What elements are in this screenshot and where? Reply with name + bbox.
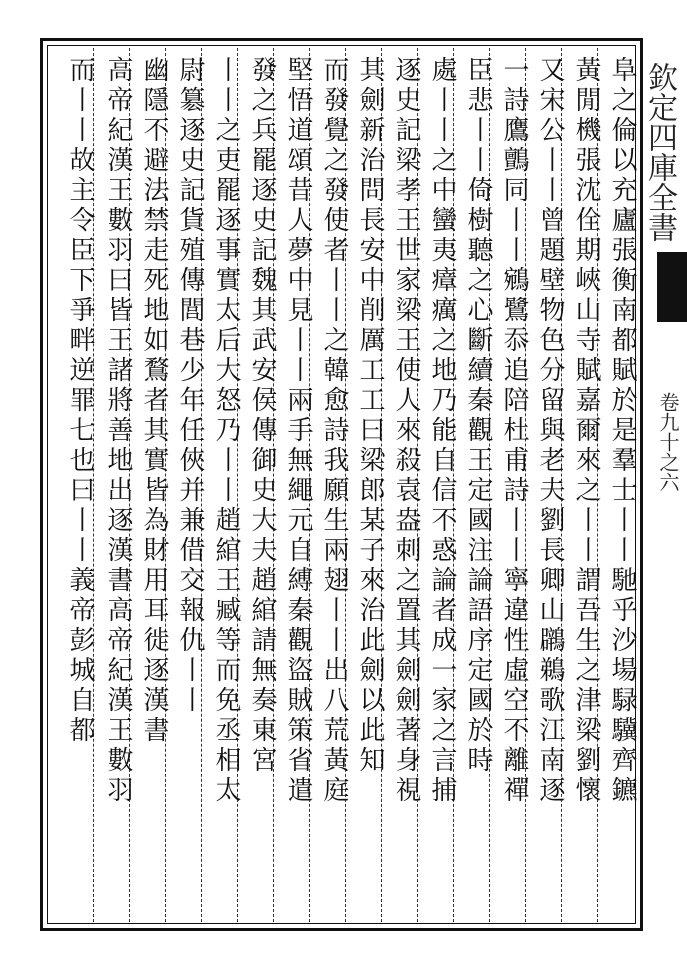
text-column: 逐史記梁孝王世家梁王使人來殺袁盎刺之置其劍劍著身視 — [391, 56, 421, 806]
text-column: 丨丨之吏罷逐事實太后大怒乃丨丨趙綰王臧等而免丞相太 — [211, 56, 241, 806]
text-column: 阜之倫以充廬張衡南都賦於是羣士丨丨馳乎沙場騄驥齊鑣 — [607, 56, 637, 806]
chapter-label: 卷九十之六 — [656, 392, 680, 492]
text-column: 處丨丨之中蠻夷瘴癘之地乃能自信不惑論者成一家之言捕 — [427, 56, 457, 806]
text-column: 其劍新治問長安中削厲工工曰梁郎某子來治此劍以此知 — [355, 56, 385, 776]
text-column: 而丨丨故主令臣下爭畔逆罪七也曰丨丨義帝彭城自都 — [65, 56, 95, 746]
text-column: 又宋公丨丨曾題壁物色分留與老夫劉長卿山鸊鵜歌江南逐 — [535, 56, 565, 806]
text-column: 一詩鷹鸇同丨丨鵷鷺忝追陪杜甫詩丨丨寧違性虛空不離禪 — [499, 56, 529, 806]
text-column: 高帝紀漢王數羽曰皆王諸將善地出逐漢書高帝紀漢王數羽 — [103, 56, 133, 806]
book-title: 欽定四庫全書 — [642, 62, 677, 242]
text-column: 尉簒逐史記貨殖傳閭巷少年任俠并兼借交報仇丨丨 — [175, 56, 205, 716]
text-column: 發之兵罷逐史記魏其武安侯傳御史大夫趙綰請無奏東宮 — [247, 56, 277, 776]
text-column: 臣悲丨丨倚樹聽之心斷續秦觀王定國注論語序定國於時 — [463, 56, 493, 776]
text-column: 幽隱不避法禁走死地如鶩者其實皆為財用耳徙逐漢書 — [139, 56, 169, 746]
text-column: 堅悟道頌昔人夢中見丨丨兩手無繩元自縛秦觀盜賊策省遣 — [283, 56, 313, 806]
text-columns — [50, 48, 637, 922]
fishtail-mark — [657, 252, 687, 322]
text-column: 黃閒機張沈佺期峽山寺賦嘉爾來之丨丨謂吾生之津梁劉懷 — [571, 56, 601, 806]
text-column: 而發覺之發使者丨丨之韓愈詩我願生兩翅丨丨出八荒黃庭 — [319, 56, 349, 806]
